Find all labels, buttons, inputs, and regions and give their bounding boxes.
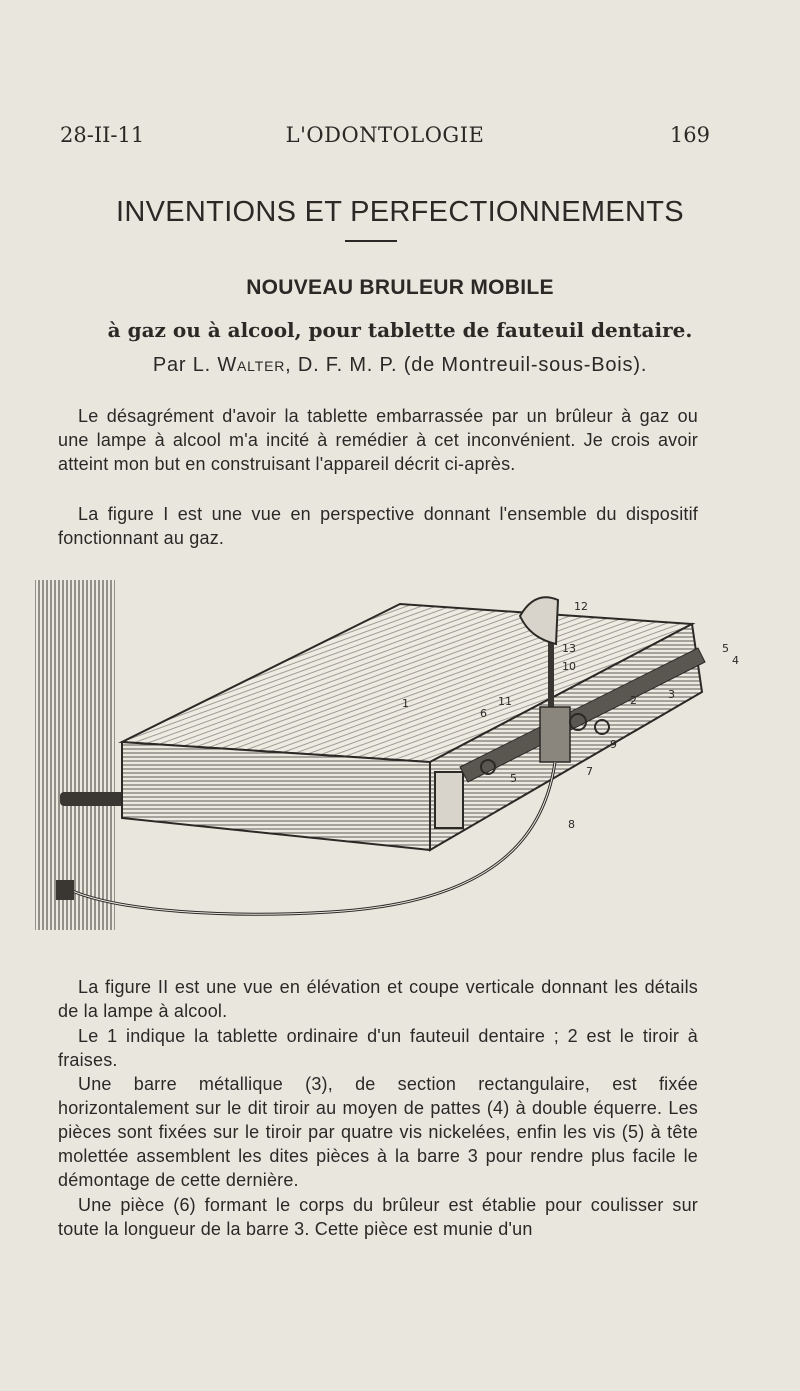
article-title: NOUVEAU BRULEUR MOBILE: [246, 276, 554, 299]
wall: [35, 580, 115, 930]
label-12: 12: [574, 600, 588, 613]
paragraph: La figure II est une vue en élévation et coupe verticale donnant les détails de la lampe à alcool.: [58, 977, 698, 1021]
burner-body: [540, 707, 570, 762]
label-11: 11: [498, 695, 512, 708]
label-2: 2: [630, 694, 637, 707]
paragraph: Le 1 indique la tablette ordinaire d'un fauteuil dentaire ; 2 est le tiroir à fraises.: [58, 1026, 698, 1070]
title-rule: [345, 240, 397, 242]
issue-date: 28-II-11: [60, 123, 145, 147]
label-5-right: 5: [722, 642, 729, 655]
byline: [60, 354, 740, 377]
section-title: INVENTIONS ET PERFECTIONNEMENTS: [116, 196, 684, 228]
label-3: 3: [668, 688, 675, 701]
label-9: 9: [610, 738, 617, 751]
label-6: 6: [480, 707, 487, 720]
label-10: 10: [562, 660, 576, 673]
gas-tap: [56, 880, 74, 900]
byline-prefix: Par L.: [152, 354, 211, 376]
tablet-front: [122, 742, 430, 850]
paragraph: La figure I est une vue en perspective donnant l'ensemble du dispositif fonctionnant au gaz.: [58, 504, 698, 548]
journal-name: L'ODONTOLOGIE: [285, 123, 485, 147]
paragraph: Une barre métallique (3), de section rectangulaire, est fixée horizontalement sur le dit tiroir au moyen de pattes (4) à double équerre. Les pièces sont fixées sur le tiroir par quatre vis nickelées, enfin les vis (5) à tête molettée assemblent les dites pièces à la barre 3 pour rendre plus facile le démontage de cette dernière.: [58, 1074, 698, 1190]
label-8: 8: [568, 818, 575, 831]
author-name: Walter,: [217, 354, 292, 376]
drawer-front: [435, 772, 463, 828]
running-header: [60, 123, 710, 151]
label-13: 13: [562, 642, 576, 655]
label-7: 7: [586, 765, 593, 778]
label-1: 1: [402, 697, 409, 710]
byline-suffix: D. F. M. P. (de Montreuil-sous-Bois).: [297, 354, 648, 376]
label-5-left: 5: [510, 772, 517, 785]
wall-rod: [60, 792, 125, 806]
figure-1-illustration: [30, 572, 750, 932]
page-number: 169: [669, 123, 710, 147]
paragraph: Le désagrément d'avoir la tablette embarrassée par un brûleur à gaz ou une lampe à alcool m'a incité à remédier à cet inconvénient. Je crois avoir atteint mon but en construisant l'appareil décrit ci-après.: [58, 406, 698, 474]
article-subtitle: à gaz ou à alcool, pour tablette de fauteuil dentaire.: [107, 318, 693, 342]
paragraph: Une pièce (6) formant le corps du brûleur est établie pour coulisser sur toute la longueur de la barre 3. Cette pièce est munie d'un: [58, 1195, 698, 1239]
label-4: 4: [732, 654, 739, 667]
burner-engraving: [30, 572, 750, 932]
